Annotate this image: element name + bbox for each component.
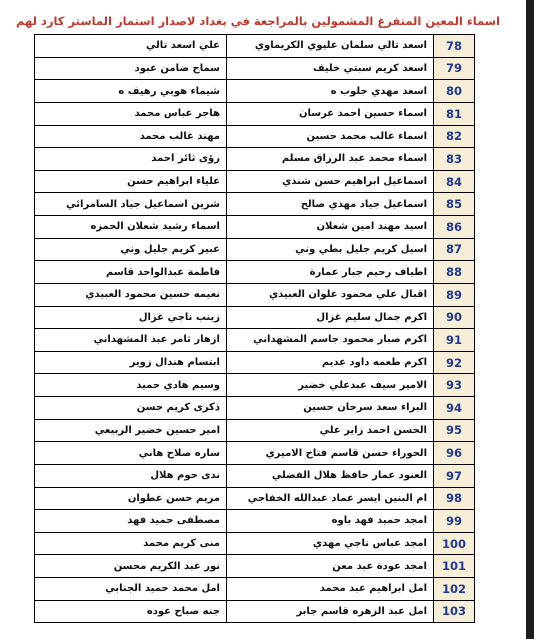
table-row [35,532,475,555]
full-name-cell: الحوراء حسن قاسم فتاح الاميري [227,442,434,465]
second-name-cell: جنه صباح عوده [35,600,227,623]
row-number: 89 [434,283,475,306]
row-number: 100 [434,532,475,555]
second-name-cell: امير حسين خضير الربيعي [35,419,227,442]
row-number: 92 [434,351,475,374]
row-number: 81 [434,102,475,125]
row-number: 103 [434,600,475,623]
table-row [35,170,475,193]
full-name-cell: ام البنين ايسر عماد عبدالله الخفاجي [227,487,434,510]
second-name-cell: منى كريم محمد [35,532,227,555]
row-number: 79 [434,57,475,80]
row-number: 93 [434,374,475,397]
table-row [35,487,475,510]
table-row [35,102,475,125]
table-row [35,442,475,465]
full-name-cell: اقبال علي محمود علوان العبيدي [227,283,434,306]
second-name-cell: علي اسعد تالي [35,35,227,58]
table-row [35,578,475,601]
row-number: 82 [434,125,475,148]
full-name-cell: البراء سعد سرحان حسين [227,397,434,420]
table-row [35,397,475,420]
table-row [35,555,475,578]
full-name-cell: اسماء حسين احمد عرسان [227,102,434,125]
second-name-cell: اسماء رشيد شعلان الحمزه [35,216,227,239]
full-name-cell: اكرم صبار محمود جاسم المشهداني [227,329,434,352]
second-name-cell: ازهار ثامر عبد المشهداني [35,329,227,352]
second-name-cell: ساره صلاح هاني [35,442,227,465]
second-name-cell: شيماء هوبي رهيف ه [35,80,227,103]
table-row [35,374,475,397]
full-name-cell: اسماعيل جياد مهدي صالح [227,193,434,216]
table-row [35,193,475,216]
second-name-cell: مريم حسن عطوان [35,487,227,510]
second-name-cell: ابتسام هندال زوير [35,351,227,374]
table-row [35,464,475,487]
table-row [35,306,475,329]
second-name-cell: ندى حوم هلال [35,464,227,487]
full-name-cell: اسعد مهدي جلوب ه [227,80,434,103]
second-name-cell: امل محمد حميد الجنابي [35,578,227,601]
second-name-cell: سماح ضامن عبود [35,57,227,80]
row-number: 97 [434,464,475,487]
second-name-cell: ذكرى كريم حسن [35,397,227,420]
full-name-cell: امل عبد الزهره قاسم جابر [227,600,434,623]
full-name-cell: اسعد تالي سلمان عليوي الكريماوي [227,35,434,58]
table-row [35,125,475,148]
table-row [35,261,475,284]
full-name-cell: الامير سيف عبدعلي خضير [227,374,434,397]
second-name-cell: مهند غالب محمد [35,125,227,148]
second-name-cell: نور عبد الكريم محسن [35,555,227,578]
full-name-cell: اسيل كريم جليل بطي وني [227,238,434,261]
table-row [35,238,475,261]
row-number: 80 [434,80,475,103]
full-name-cell: امل ابراهيم عبد محمد [227,578,434,601]
full-name-cell: اسعد كريم سبتي خليف [227,57,434,80]
full-name-cell: اسماء غالب محمد حسين [227,125,434,148]
full-name-cell: اسماء محمد عبد الرزاق مسلم [227,148,434,171]
table-row [35,35,475,58]
second-name-cell: وسيم هادي حميد [35,374,227,397]
table-row [35,57,475,80]
full-name-cell: امجد عباس ناجي مهدي [227,532,434,555]
row-number: 87 [434,238,475,261]
second-name-cell: زينب ناجي غزال [35,306,227,329]
second-name-cell: عبير كريم جليل وني [35,238,227,261]
row-number: 94 [434,397,475,420]
page-title: اسماء المعين المتفرغ المشمولين بالمراجعة في بغداد لاصدار استمار الماستر كارد لهم [16,14,500,28]
window-edge [526,0,534,639]
second-name-cell: شرين اسماعيل جياد السامرائي [35,193,227,216]
second-name-cell: هاجر عباس محمد [35,102,227,125]
row-number: 101 [434,555,475,578]
row-number: 91 [434,329,475,352]
table-row [35,419,475,442]
row-number: 88 [434,261,475,284]
full-name-cell: الحسن احمد زاير علي [227,419,434,442]
table-row [35,600,475,623]
full-name-cell: اكرم طعمه داود عديم [227,351,434,374]
full-name-cell: اسيد مهند امين شعلان [227,216,434,239]
second-name-cell: فاطمة عبدالواحد قاسم [35,261,227,284]
full-name-cell: امجد حميد فهد باوه [227,510,434,533]
row-number: 98 [434,487,475,510]
table-row [35,510,475,533]
row-number: 102 [434,578,475,601]
row-number: 99 [434,510,475,533]
table-row [35,216,475,239]
row-number: 85 [434,193,475,216]
full-name-cell: اطياف رحيم جبار عمارة [227,261,434,284]
table-row [35,80,475,103]
row-number: 83 [434,148,475,171]
second-name-cell: مصطفى حميد فهد [35,510,227,533]
full-name-cell: اكرم جمال سليم غزال [227,306,434,329]
row-number: 84 [434,170,475,193]
row-number: 90 [434,306,475,329]
table-row [35,148,475,171]
row-number: 96 [434,442,475,465]
full-name-cell: العنود عمار حافظ هلال الفضلي [227,464,434,487]
second-name-cell: علياء ابراهيم حسن [35,170,227,193]
second-name-cell: نعيمه حسين محمود العبيدي [35,283,227,306]
names-table-body [35,35,475,623]
second-name-cell: رؤى ثائر احمد [35,148,227,171]
table-row [35,329,475,352]
full-name-cell: اسماعيل ابراهيم حسن شندي [227,170,434,193]
row-number: 78 [434,35,475,58]
row-number: 95 [434,419,475,442]
names-table [34,34,475,623]
full-name-cell: امجد عودة عبد معن [227,555,434,578]
row-number: 86 [434,216,475,239]
table-row [35,283,475,306]
table-row [35,351,475,374]
